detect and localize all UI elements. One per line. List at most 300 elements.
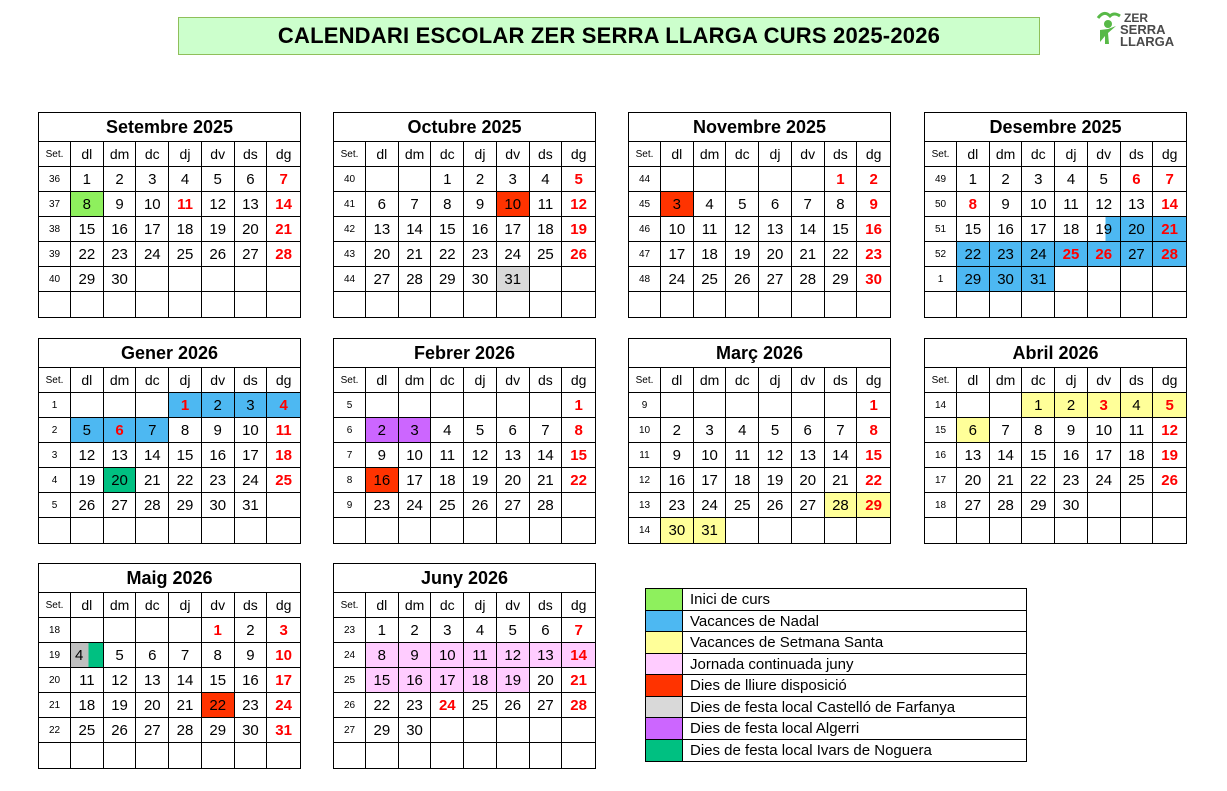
- week-number: [629, 292, 661, 317]
- day-cell: [661, 393, 694, 418]
- day-cell: 19: [562, 217, 595, 242]
- day-cell: 3: [1088, 393, 1121, 418]
- day-cell: 16: [464, 217, 497, 242]
- day-cell: 19: [71, 468, 104, 493]
- month-title: Maig 2026: [39, 564, 300, 593]
- day-cell: 29: [1022, 493, 1055, 518]
- day-cell: [694, 292, 727, 317]
- day-cell: 24: [136, 242, 169, 267]
- day-cell: 6: [530, 618, 563, 643]
- day-cell: 23: [661, 493, 694, 518]
- day-cell: 22: [1022, 468, 1055, 493]
- week-number: 51: [925, 217, 957, 242]
- week-number: 11: [629, 443, 661, 468]
- day-cell: 14: [990, 443, 1023, 468]
- day-cell: 15: [562, 443, 595, 468]
- week-number: 52: [925, 242, 957, 267]
- day-cell: 17: [136, 217, 169, 242]
- day-cell: 23: [464, 242, 497, 267]
- day-cell: 13: [136, 668, 169, 693]
- day-cell: 31: [1022, 267, 1055, 292]
- weekday-header: dg: [857, 368, 890, 393]
- day-cell: 26: [1153, 468, 1186, 493]
- day-cell: 28: [399, 267, 432, 292]
- month-title: Octubre 2025: [334, 113, 595, 142]
- day-cell: [136, 618, 169, 643]
- day-cell: [1153, 267, 1186, 292]
- day-cell: 24: [694, 493, 727, 518]
- day-cell: 3: [235, 393, 268, 418]
- week-number: [39, 743, 71, 768]
- week-number: 44: [629, 167, 661, 192]
- day-cell: 22: [366, 693, 399, 718]
- day-cell: 10: [1022, 192, 1055, 217]
- day-cell: 11: [1055, 192, 1088, 217]
- day-cell: [202, 518, 235, 543]
- day-cell: 12: [562, 192, 595, 217]
- week-number: 43: [334, 242, 366, 267]
- day-cell: 26: [464, 493, 497, 518]
- day-cell: 8: [825, 192, 858, 217]
- day-cell: [530, 292, 563, 317]
- month-title: Març 2026: [629, 339, 890, 368]
- day-cell: 17: [235, 443, 268, 468]
- day-cell: 9: [661, 443, 694, 468]
- week-number: 41: [334, 192, 366, 217]
- legend-item: [646, 654, 1026, 676]
- day-cell: 25: [1121, 468, 1154, 493]
- day-cell: 12: [71, 443, 104, 468]
- day-cell: 28: [267, 242, 300, 267]
- day-cell: 17: [267, 668, 300, 693]
- day-cell: [759, 518, 792, 543]
- week-number: 36: [39, 167, 71, 192]
- day-cell: 18: [169, 217, 202, 242]
- weekday-header: dv: [1088, 142, 1121, 167]
- day-cell: 1: [431, 167, 464, 192]
- weekday-header: ds: [235, 142, 268, 167]
- weekday-header: dg: [1153, 368, 1186, 393]
- day-cell: 14: [530, 443, 563, 468]
- weekday-header: dj: [759, 368, 792, 393]
- day-cell: 2: [366, 418, 399, 443]
- day-cell: 21: [267, 217, 300, 242]
- day-cell: 3: [267, 618, 300, 643]
- day-cell: 11: [431, 443, 464, 468]
- day-cell: 8: [366, 643, 399, 668]
- weekday-header: dc: [136, 593, 169, 618]
- day-cell: 24: [399, 493, 432, 518]
- week-number: 40: [39, 267, 71, 292]
- week-column-header: Set.: [39, 593, 71, 618]
- day-cell: 5: [71, 418, 104, 443]
- day-cell: 11: [694, 217, 727, 242]
- day-cell: 26: [104, 718, 137, 743]
- day-cell: 30: [399, 718, 432, 743]
- weekday-header: dj: [1055, 368, 1088, 393]
- day-cell: 2: [104, 167, 137, 192]
- week-column-header: Set.: [334, 142, 366, 167]
- day-cell: 25: [464, 693, 497, 718]
- day-cell: 17: [497, 217, 530, 242]
- day-cell: 24: [1088, 468, 1121, 493]
- legend-swatch: [646, 675, 683, 696]
- weekday-header: dj: [464, 368, 497, 393]
- week-number: 44: [334, 267, 366, 292]
- day-cell: [136, 743, 169, 768]
- weekday-header: dc: [136, 142, 169, 167]
- day-cell: 5: [562, 167, 595, 192]
- day-cell: 18: [530, 217, 563, 242]
- month-calendar: [38, 112, 301, 318]
- day-cell: [431, 518, 464, 543]
- day-cell: [366, 167, 399, 192]
- day-cell: 21: [530, 468, 563, 493]
- month-calendar: [38, 338, 301, 544]
- weekday-header: dm: [104, 368, 137, 393]
- day-cell: 26: [726, 267, 759, 292]
- day-cell: 3: [497, 167, 530, 192]
- weekday-header: dl: [71, 593, 104, 618]
- week-number: 24: [334, 643, 366, 668]
- day-cell: 28: [825, 493, 858, 518]
- day-cell: [759, 167, 792, 192]
- day-cell: 28: [562, 693, 595, 718]
- day-cell: 3: [694, 418, 727, 443]
- legend-label: Dies de festa local Ivars de Noguera: [690, 741, 932, 759]
- day-cell: 18: [1121, 443, 1154, 468]
- day-cell: 28: [136, 493, 169, 518]
- weekday-header: dg: [1153, 142, 1186, 167]
- day-cell: 23: [990, 242, 1023, 267]
- month-calendar: [38, 563, 301, 769]
- day-cell: [267, 518, 300, 543]
- day-cell: 1: [957, 167, 990, 192]
- day-cell: 20: [366, 242, 399, 267]
- day-cell: [399, 167, 432, 192]
- day-cell: 28: [1153, 242, 1186, 267]
- day-cell: [1088, 518, 1121, 543]
- day-cell: [562, 292, 595, 317]
- day-cell: [1088, 267, 1121, 292]
- day-cell: 21: [990, 468, 1023, 493]
- day-cell: 18: [71, 693, 104, 718]
- day-cell: 28: [530, 493, 563, 518]
- legend-swatch: [646, 718, 683, 739]
- day-cell: [562, 267, 595, 292]
- day-cell: 20: [530, 668, 563, 693]
- day-cell: [366, 292, 399, 317]
- legend-item: [646, 611, 1026, 633]
- weekday-header: dj: [169, 142, 202, 167]
- week-number: 12: [629, 468, 661, 493]
- week-number: 7: [334, 443, 366, 468]
- day-cell: 15: [1022, 443, 1055, 468]
- day-cell: [267, 267, 300, 292]
- day-cell: 15: [71, 217, 104, 242]
- day-cell: 12: [202, 192, 235, 217]
- day-cell: 29: [71, 267, 104, 292]
- legend: [645, 588, 1027, 762]
- day-cell: [825, 292, 858, 317]
- day-cell: 17: [1022, 217, 1055, 242]
- day-cell: [1088, 493, 1121, 518]
- day-cell: 23: [399, 693, 432, 718]
- day-cell: [366, 518, 399, 543]
- day-cell: 15: [825, 217, 858, 242]
- day-cell: 24: [431, 693, 464, 718]
- week-number: [334, 292, 366, 317]
- day-cell: [726, 393, 759, 418]
- day-cell: 14: [562, 643, 595, 668]
- week-number: 14: [629, 518, 661, 543]
- week-number: [39, 292, 71, 317]
- day-cell: 31: [267, 718, 300, 743]
- day-cell: [792, 518, 825, 543]
- legend-label: Vacances de Nadal: [690, 612, 819, 630]
- legend-label: Dies de lliure disposició: [690, 677, 847, 694]
- day-cell: 16: [990, 217, 1023, 242]
- day-cell: 18: [431, 468, 464, 493]
- day-cell: 27: [497, 493, 530, 518]
- day-cell: [104, 292, 137, 317]
- day-cell: 3: [136, 167, 169, 192]
- weekday-header: dl: [957, 142, 990, 167]
- day-cell: [562, 518, 595, 543]
- legend-item: [646, 718, 1026, 740]
- weekday-header: dg: [562, 593, 595, 618]
- day-cell: 28: [990, 493, 1023, 518]
- day-cell: 4: [1121, 393, 1154, 418]
- week-number: 4: [39, 468, 71, 493]
- day-cell: [202, 292, 235, 317]
- week-column-header: Set.: [925, 142, 957, 167]
- day-cell: [71, 618, 104, 643]
- day-cell: 11: [1121, 418, 1154, 443]
- day-cell: [562, 493, 595, 518]
- weekday-header: ds: [235, 593, 268, 618]
- day-cell: 4: [464, 618, 497, 643]
- day-cell: 13: [530, 643, 563, 668]
- day-cell: [857, 518, 890, 543]
- day-cell: 13: [792, 443, 825, 468]
- day-cell: 9: [857, 192, 890, 217]
- day-cell: 25: [267, 468, 300, 493]
- day-cell: [431, 743, 464, 768]
- day-cell: 27: [957, 493, 990, 518]
- week-number: 39: [39, 242, 71, 267]
- day-cell: 12: [464, 443, 497, 468]
- month-calendar: [924, 338, 1187, 544]
- day-cell: 9: [104, 192, 137, 217]
- day-cell: [1022, 518, 1055, 543]
- weekday-header: dm: [104, 142, 137, 167]
- day-cell: 5: [104, 643, 137, 668]
- week-number: 14: [925, 393, 957, 418]
- day-cell: 15: [957, 217, 990, 242]
- day-cell: 13: [366, 217, 399, 242]
- weekday-header: ds: [530, 142, 563, 167]
- day-cell: 19: [1153, 443, 1186, 468]
- day-cell: 4: [431, 418, 464, 443]
- day-cell: 3: [399, 418, 432, 443]
- day-cell: 13: [1121, 192, 1154, 217]
- day-cell: [1121, 518, 1154, 543]
- weekday-header: dm: [399, 593, 432, 618]
- day-cell: 3: [431, 618, 464, 643]
- week-number: 6: [334, 418, 366, 443]
- day-cell: [399, 518, 432, 543]
- day-cell: 7: [562, 618, 595, 643]
- day-cell: 25: [530, 242, 563, 267]
- weekday-header: dg: [562, 368, 595, 393]
- day-cell: 20: [759, 242, 792, 267]
- day-cell: [235, 743, 268, 768]
- week-number: 23: [334, 618, 366, 643]
- day-cell: 30: [990, 267, 1023, 292]
- weekday-header: dl: [366, 593, 399, 618]
- day-cell: [562, 743, 595, 768]
- day-cell: 13: [104, 443, 137, 468]
- day-cell: 18: [267, 443, 300, 468]
- weekday-header: dc: [431, 142, 464, 167]
- day-cell: 25: [169, 242, 202, 267]
- day-cell: 2: [464, 167, 497, 192]
- day-cell: [759, 393, 792, 418]
- month-calendar: [333, 112, 596, 318]
- week-number: [925, 292, 957, 317]
- week-number: 20: [39, 668, 71, 693]
- day-cell: 19: [464, 468, 497, 493]
- day-cell: 17: [694, 468, 727, 493]
- day-cell: 4: [169, 167, 202, 192]
- day-cell: 7: [1153, 167, 1186, 192]
- day-cell: 1: [1022, 393, 1055, 418]
- day-cell: [530, 393, 563, 418]
- weekday-header: dm: [104, 593, 137, 618]
- day-cell: [497, 292, 530, 317]
- weekday-header: dv: [792, 142, 825, 167]
- day-cell: 18: [694, 242, 727, 267]
- day-cell: 5: [726, 192, 759, 217]
- week-column-header: Set.: [39, 142, 71, 167]
- day-cell: 8: [431, 192, 464, 217]
- day-cell: 21: [792, 242, 825, 267]
- week-number: 22: [39, 718, 71, 743]
- day-cell: 13: [957, 443, 990, 468]
- day-cell: 8: [202, 643, 235, 668]
- day-cell: 11: [169, 192, 202, 217]
- day-cell: 22: [562, 468, 595, 493]
- weekday-header: dm: [990, 142, 1023, 167]
- day-cell: [497, 393, 530, 418]
- day-cell: [957, 518, 990, 543]
- day-cell: 29: [825, 267, 858, 292]
- day-cell: [431, 292, 464, 317]
- weekday-header: ds: [825, 368, 858, 393]
- day-cell: 27: [1121, 242, 1154, 267]
- day-cell: 11: [726, 443, 759, 468]
- weekday-header: dv: [497, 368, 530, 393]
- legend-item: [646, 632, 1026, 654]
- day-cell: 11: [464, 643, 497, 668]
- day-cell: [235, 518, 268, 543]
- day-cell: 2: [857, 167, 890, 192]
- day-cell: [464, 518, 497, 543]
- day-cell: 22: [957, 242, 990, 267]
- day-cell: [169, 518, 202, 543]
- day-cell: [104, 518, 137, 543]
- day-cell: 7: [267, 167, 300, 192]
- week-number: [925, 518, 957, 543]
- day-cell: [530, 267, 563, 292]
- week-number: 2: [39, 418, 71, 443]
- day-cell: 10: [136, 192, 169, 217]
- weekday-header: dj: [169, 593, 202, 618]
- day-cell: [792, 167, 825, 192]
- day-cell: [825, 518, 858, 543]
- day-cell: 11: [530, 192, 563, 217]
- legend-label: Dies de festa local Algerri: [690, 720, 860, 737]
- week-number: 15: [925, 418, 957, 443]
- day-cell: [792, 393, 825, 418]
- day-cell: 24: [235, 468, 268, 493]
- legend-swatch: [646, 611, 683, 632]
- weekday-header: dv: [202, 142, 235, 167]
- weekday-header: dg: [267, 142, 300, 167]
- day-cell: 21: [562, 668, 595, 693]
- day-cell: 7: [399, 192, 432, 217]
- day-cell: 1: [169, 393, 202, 418]
- day-cell: 6: [957, 418, 990, 443]
- day-cell: 30: [202, 493, 235, 518]
- weekday-header: dl: [366, 142, 399, 167]
- day-cell: 19: [759, 468, 792, 493]
- day-cell: [71, 292, 104, 317]
- week-number: 9: [334, 493, 366, 518]
- day-cell: 21: [399, 242, 432, 267]
- day-cell: 15: [169, 443, 202, 468]
- day-cell: 5: [1153, 393, 1186, 418]
- legend-swatch: [646, 697, 683, 718]
- day-cell: 8: [957, 192, 990, 217]
- legend-label: Jornada continuada juny: [690, 655, 854, 673]
- day-cell: [136, 518, 169, 543]
- day-cell: [1055, 292, 1088, 317]
- week-number: 17: [925, 468, 957, 493]
- week-number: 26: [334, 693, 366, 718]
- day-cell: 3: [661, 192, 694, 217]
- day-cell: 27: [759, 267, 792, 292]
- day-cell: 9: [464, 192, 497, 217]
- day-cell: [530, 718, 563, 743]
- week-number: 5: [39, 493, 71, 518]
- day-cell: [759, 292, 792, 317]
- day-cell: [431, 393, 464, 418]
- weekday-header: dj: [464, 593, 497, 618]
- day-cell: 30: [235, 718, 268, 743]
- day-cell: 9: [399, 643, 432, 668]
- day-cell: [399, 292, 432, 317]
- day-cell: 18: [464, 668, 497, 693]
- day-cell: 23: [857, 242, 890, 267]
- day-cell: 15: [366, 668, 399, 693]
- day-cell: 27: [104, 493, 137, 518]
- month-title: Setembre 2025: [39, 113, 300, 142]
- weekday-header: dg: [267, 593, 300, 618]
- day-cell: 10: [497, 192, 530, 217]
- day-cell: [464, 393, 497, 418]
